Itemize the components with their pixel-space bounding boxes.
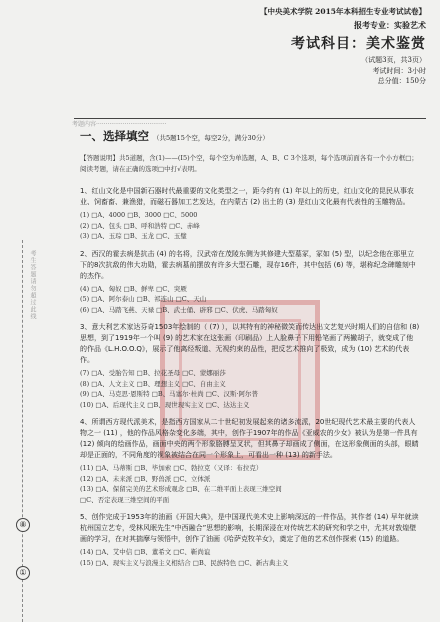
option-row[interactable]: (8) □A、人文主义 □B、理想主义 □C、自由主义 [80,379,226,388]
option-row[interactable]: (12) □A、未来派 □B、野兽派 □C、立体派 [80,474,211,483]
question-3 [80,322,420,410]
option-row[interactable]: (11) □A、马蒂斯 □B、毕加索 □C、勃拉克（又译：布拉克） [80,464,263,472]
answer-instruction: 【答题说明】共5道题，含(1)——(I5)个空，每个空为单选题，A、B、C 3个选项，每个选项前面各有一个小方框□；阅读考题，请在正确的选项□中打√表明。 [80,154,418,173]
option-row[interactable]: (13) □A、保留完美的艺术形成观念 □B、在二维平面上表现三维空间 [80,485,282,493]
question-text: 2、西汉的霍去病是抗击 (4) 的名将，汉武帝在茂陵东侧为其修建大型墓冢，冢如 (5) 型，以纪念他在那里立下的8次抗敌的伟大功勋，霍去病墓前摆放有许多大型石雕，现存16件，其中包括 (6) 等，堪称纪念碑雕刻中的杰作。 [80,249,416,280]
option-row[interactable]: (1) □A、4000 □B、3000 □C、5000 [80,211,198,219]
option-row[interactable]: □C、否定表现三维空间的平面 [80,495,170,504]
exam-pages: （试题3页，共3页） [361,56,426,64]
option-row[interactable]: (6) □A、马踏飞燕、天禄 □B、武士俑、辟邪 □C、伏虎、马踏匈奴 [80,305,278,314]
section-note: （共5题15个空，每空2分，满分30分） [153,134,269,142]
option-row[interactable]: (9) □A、马克思·恩斯特 □B、马塞尔·杜尚 □C、汉斯·阿尔普 [80,390,258,398]
exam-time: 考试时间：3小时 [372,66,426,75]
option-row[interactable]: (14) □A、艾中信 □B、董希文 □C、靳尚谊 [80,548,211,556]
seal-line: 考题内容····································· [72,121,167,128]
binding-dashed-line [22,240,23,622]
question-5 [80,512,420,568]
option-row[interactable]: (4) □A、匈奴 □B、鲜卑 □C、突厥 [80,284,187,293]
binding-vertical-text: 考生答题请勿超过此线 [29,250,36,320]
section-heading [80,128,269,144]
option-row[interactable]: (3) □A、玉琮 □B、玉龙 □C、玉璧 [80,232,187,240]
exam-title: 考试科目：美术鉴赏 [291,36,426,52]
question-4 [80,417,420,505]
exam-tag: 【中央美术学院 2015年本科招生专业考试试卷】 [260,7,426,16]
questions-area [80,186,420,568]
option-row[interactable]: (2) □A、包头 □B、呼和浩特 □C、赤峰 [80,221,200,230]
question-text: 5、创作完成于1953年的油画《开国大典》，是中国现代美术史上影响深远的一件作品，其作者 (14) 早年就读杭州国立艺专，受林风眠先生“中西融合”思想的影响，长期深浸在对传统艺术的研究和学之中，尤其对敦煌壁画的学习，在对其揣摩与领悟中，创作了油画《哈萨克牧羊女》，奠定了他的艺术创作探索 (15) 的道路。 [80,513,419,543]
exam-header [166,6,426,87]
option-row[interactable]: (7) □A、受胎告知 □B、拉花圣母 □C、蒙娜丽莎 [80,369,226,377]
option-row[interactable]: (5) □A、阿尔泰山 □B、祁连山 □C、天山 [80,295,207,303]
option-row[interactable]: (10) □A、后现代主义 □B、现世现实主义 □C、达达主义 [80,400,250,409]
question-2 [80,249,420,316]
binding-number-top: ⑧ [16,518,30,532]
exam-score: 总分值：150分 [377,77,426,85]
question-1 [80,186,420,242]
section-title: 一、选择填空 [80,129,149,143]
question-text: 1、红山文化是中国新石器时代最重要的文化类型之一，距今约有 (1) 年以上的历史，红山文化的昆民从事农业、饲畜畜、兼渔猎，而磁石器加工艺发达，在内蒙古 (2) 出土的 (3) 是红山文化最有代表性的玉雕物品。 [80,187,414,206]
exam-info [166,55,426,87]
option-row[interactable]: (15) □A、现实主义与浪漫主义相结合 □B、民族特色 □C、新古典主义 [80,558,289,567]
question-text: 4、所谓西方现代派美术，是指西方国家从二十世纪初发展起来的诸多流派，20世纪现代艺术最主要的代表人物之一 (11) ，他的作品风格杂变化多端，其中，创作于1907年的作品《亚威农的少女》被认为是第一件具有 (12) 倾向的绘画作品，画面中央的两个形象胳膊呈叉状，但其鼻子却画成了侧面，在这形象侧面的头部，眼睛却是正面的，不同角度的视象被结合在同一个形象上，可看出一种 (13) 的新手法。 [80,418,419,459]
binding-number-bottom: ① [16,566,30,580]
exam-major: 报考专业：实验艺术 [354,20,426,30]
question-text: 3、意大利艺术家达芬奇1503年绘制的（ (7) ），以其特有的神秘微笑而传达出文艺复兴时期人们的自信和 (8) 思想，到了1919年一个叫 (9) 的艺术家在这张画（印刷品）上人脸鼻子下用铅笔画了两撇胡子，就变成了他的作品《L.H.O.O.Q》，展示了他离经叛道、无视约束的品性，把反艺术推向了极致，成为 (10) 艺术的代表作。 [80,323,420,364]
